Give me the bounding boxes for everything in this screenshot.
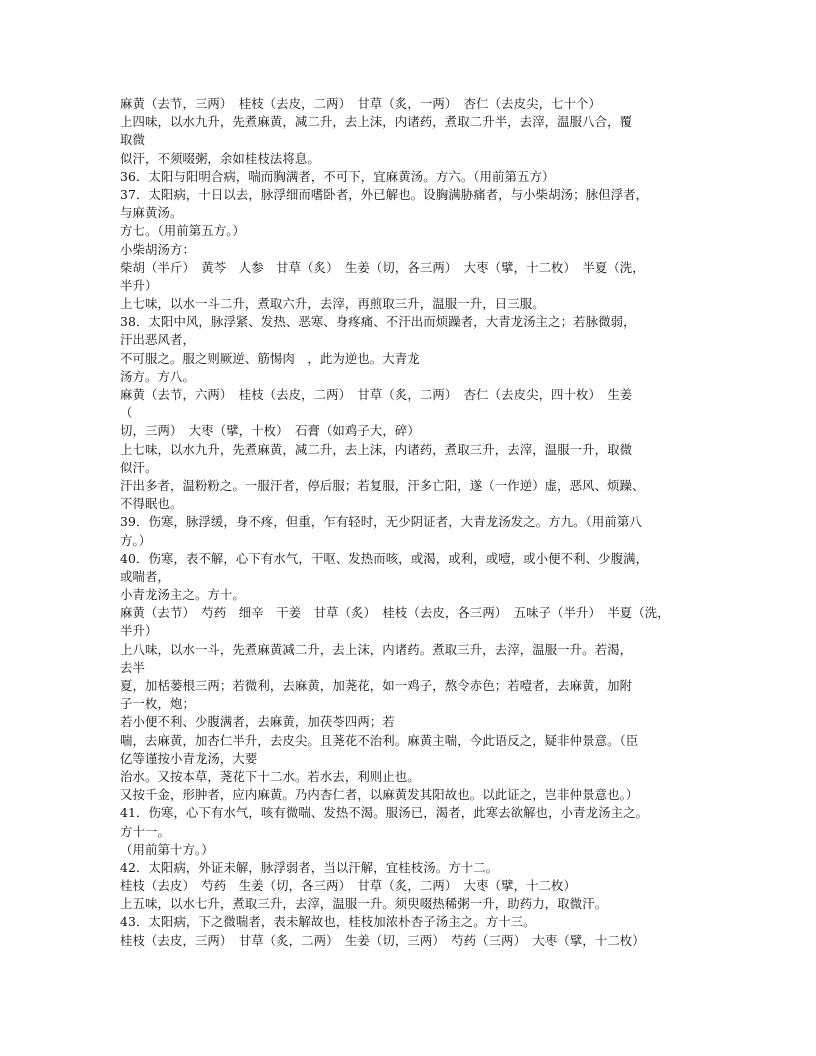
text-line: 喘，去麻黄，加杏仁半升，去皮尖。且荛花不治利。麻黄主喘，今此语反之，疑非仲景意。（臣 [120,732,639,748]
text-line: 麻黄（去节） 芍药 细辛 干姜 甘草（炙） 桂枝（去皮，各三两） 五味子（半升） 半夏（洗， [120,605,670,621]
text-line: 汗出恶风者， [120,332,195,348]
text-line: （用前第十方。） [120,841,214,857]
text-line: （ [120,405,133,421]
text-line: 39．伤寒，脉浮缓，身不疼，但重，乍有轻时，无少阴证者，大青龙汤发之。方九。（用前第八 [120,514,642,530]
text-line: 方七。（用前第五方。） [120,223,245,239]
text-line: 似汗，不须啜粥，余如桂枝法将息。 [120,150,320,166]
text-line: 38．太阳中风，脉浮紧、发热、恶寒、身疼痛、不汗出而烦躁者，大青龙汤主之；若脉微弱， [120,314,636,330]
text-line: 麻黄（去节，六两） 桂枝（去皮，二两） 甘草（炙，二两） 杏仁（去皮尖，四十枚） 生姜 [120,387,633,402]
text-line: 去半 [120,659,145,675]
text-line: 桂枝（去皮） 芍药 生姜（切，各三两） 甘草（炙，二两） 大枣（擘，十二枚） [120,878,577,894]
text-line: 41．伤寒，心下有水气，咳有微喘、发热不渴。服汤已，渴者，此寒去欲解也，小青龙汤主之。 [120,805,649,821]
text-line: 汗出多者，温粉粉之。一服汗者，停后服；若复服，汗多亡阳，遂（一作逆）虚，恶风、烦躁、 [120,477,645,493]
text-line: 治水。又按本草，荛花下十二水。若水去，利则止也。 [120,768,420,784]
text-line: 42．太阳病，外证未解，脉浮弱者，当以汗解，宜桂枝汤。方十二。 [120,859,499,875]
text-line: 麻黄（去节，三两） 桂枝（去皮，二两） 甘草（炙，一两） 杏仁（去皮尖，七十个） [120,96,602,111]
text-line: 43．太阳病，下之微喘者，表未解故也，桂枝加浓朴杏子汤主之。方十三。 [120,914,536,930]
text-line: 36．太阳与阳明合病，喘而胸满者，不可下，宜麻黄汤。方六。（用前第五方） [120,168,555,184]
text-line: 不可服之。服之则厥逆、筋惕肉 ，此为逆也。大青龙 [120,350,420,366]
text-line: 方。） [120,532,152,548]
text-line: 上五味，以水七升，煮取三升，去滓，温服一升。须臾啜热稀粥一升，助药力，取微汗。 [120,896,608,912]
text-line: 又按千金，形肿者，应内麻黄。乃内杏仁者，以麻黄发其阳故也。以此证之，岂非仲景意也。） [120,787,639,803]
text-line: 上四味，以水九升，先煮麻黄，减二升，去上沫，内诸药，煮取二升半，去滓，温服八合，覆 [120,114,633,130]
text-line: 37．太阳病，十日以去，脉浮细而嗜卧者，外已解也。设胸满胁痛者，与小柴胡汤；脉但浮者， [120,186,649,202]
text-line: 上八味，以水一斗，先煮麻黄减二升，去上沫，内诸药。煮取三升，去滓，温服一升。若渴， [120,641,633,657]
text-line: 汤方。方八。 [120,368,195,384]
text-line: 上七味，以水一斗二升，煮取六升，去滓，再煎取三升，温服一升，日三服。 [120,296,545,312]
text-line: 取微 [120,132,145,148]
text-line: 半升） [120,623,158,639]
text-line: 切，三两） 大枣（擘，十枚） 石膏（如鸡子大，碎） [120,423,420,439]
text-line: 亿等谨按小青龙汤，大要 [120,750,258,766]
text-line: 上七味，以水九升，先煮麻黄，减二升，去上沫，内诸药，煮取三升，去滓，温服一升，取微 [120,441,633,457]
text-line: 或喘者， [120,568,170,584]
text-line: 小柴胡汤方： [120,241,195,257]
text-line: 与麻黄汤。 [120,205,183,221]
text-line: 不得眠也。 [120,496,183,512]
text-line: 桂枝（去皮，三两） 甘草（炙，二两） 生姜（切，三两） 芍药（三两） 大枣（擘，十二枚） [120,932,645,948]
text-line: 似汗。 [120,459,158,475]
text-line: 若小便不利、少腹满者，去麻黄，加茯苓四两；若 [120,714,395,730]
text-line: 方十一。 [120,823,170,839]
document-page [120,95,696,950]
text-line: 40．伤寒，表不解，心下有水气，干呕、发热而咳，或渴，或利，或噎，或小便不利、少腹满， [120,550,649,566]
text-line: 子一枚，炮； [120,696,195,712]
text-line: 柴胡（半斤） 黄芩 人参 甘草（炙） 生姜（切，各三两） 大枣（擘，十二枚） 半夏（洗， [120,259,645,275]
text-line: 小青龙汤主之。方十。 [120,587,245,603]
text-line: 夏，加栝蒌根三两；若微利，去麻黄，加荛花，如一鸡子，熬令赤色；若噎者，去麻黄，加附 [120,678,633,693]
text-line: 半升） [120,277,158,293]
